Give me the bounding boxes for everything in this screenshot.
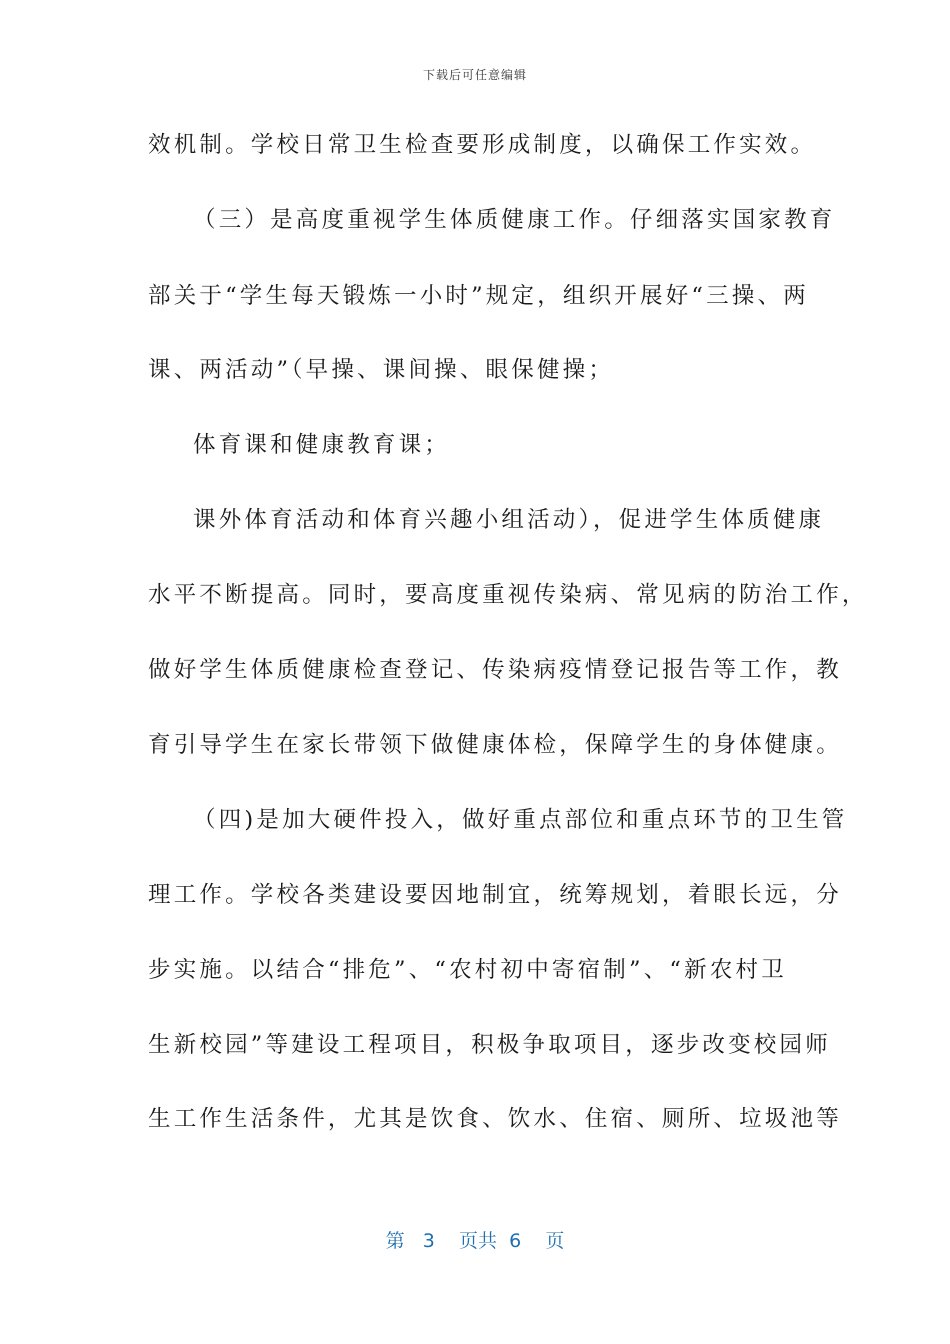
text-line: （三）是高度重视学生体质健康工作。仔细落实国家教育 (193, 207, 836, 233)
text-line: 部关于“学生每天锻炼一小时”规定，组织开展好“三操、两 (148, 283, 809, 309)
current-page-number: 3 (422, 1230, 435, 1252)
footer-suffix: 页 (545, 1230, 565, 1252)
text-line: 理工作。学校各类建设要因地制宜，统筹规划，着眼长远，分 (148, 882, 842, 908)
text-line: 步实施。以结合“排危”、“农村初中寄宿制”、“新农村卫 (148, 957, 787, 983)
download-note: 下载后可任意编辑 (422, 68, 527, 82)
text-line: 水平不断提高。同时，要高度重视传染病、常见病的防治工作， (148, 582, 868, 608)
footer-middle: 页共 (459, 1230, 498, 1252)
text-line: 效机制。学校日常卫生检查要形成制度，以确保工作实效。 (148, 132, 817, 158)
text-line: 课、两活动”（早操、课间操、眼保健操； (148, 357, 615, 383)
text-line: 育引导学生在家长带领下做健康体检，保障学生的身体健康。 (148, 732, 842, 758)
text-line: 生工作生活条件，尤其是饮食、饮水、住宿、厕所、垃圾池等 (148, 1106, 842, 1132)
text-line: 课外体育活动和体育兴趣小组活动），促进学生体质健康 (193, 507, 825, 533)
text-line: 生新校园”等建设工程项目，积极争取项目，逐步改变校园师 (148, 1032, 831, 1058)
footer-prefix: 第 (385, 1230, 405, 1252)
text-line: 做好学生体质健康检查登记、传染病疫情登记报告等工作，教 (148, 657, 842, 683)
total-pages-number: 6 (509, 1230, 522, 1252)
text-line: 体育课和健康教育课； (193, 432, 451, 458)
page-number-footer (0, 1226, 950, 1253)
text-line: （四)是加大硬件投入，做好重点部位和重点环节的卫生管 (193, 807, 848, 833)
